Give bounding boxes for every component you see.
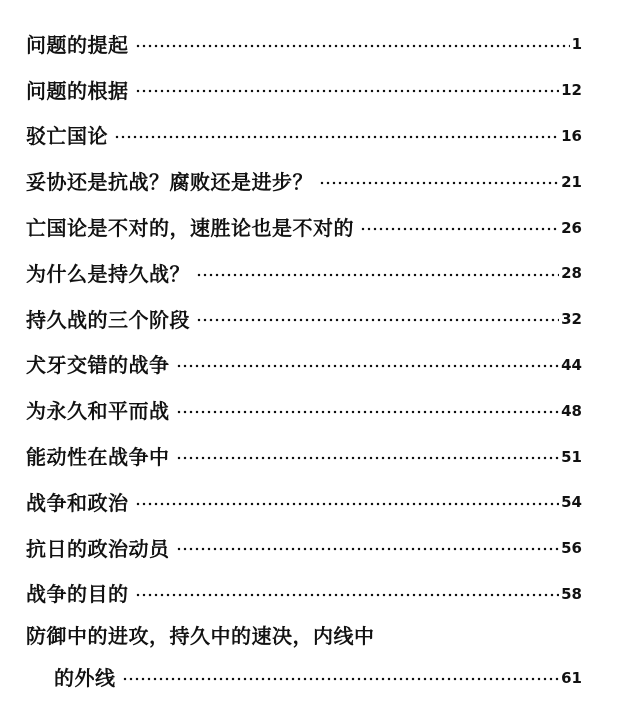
toc-entry-title: 问题的提起 xyxy=(26,32,129,57)
toc-entry[interactable] xyxy=(26,388,582,434)
toc-entry[interactable] xyxy=(26,617,582,655)
toc-entry-page: 28 xyxy=(561,264,582,283)
toc-entry-title-continuation: 的外线 xyxy=(54,666,116,691)
toc-entry[interactable] xyxy=(26,205,582,251)
toc-entry-page: 12 xyxy=(561,81,582,100)
dot-leader xyxy=(176,447,560,467)
toc-entry[interactable] xyxy=(26,434,582,480)
toc-entry-page: 21 xyxy=(561,172,582,191)
toc-entry-title: 战争和政治 xyxy=(26,490,129,515)
dot-leader xyxy=(122,668,560,688)
toc-entry-title: 妥协还是抗战？腐败还是进步？ xyxy=(26,170,313,195)
toc-entry[interactable] xyxy=(26,480,582,526)
dot-leader xyxy=(135,35,570,55)
toc-entry-title: 战争的目的 xyxy=(26,582,129,607)
dot-leader xyxy=(114,126,559,146)
toc-entry-title: 为什么是持久战？ xyxy=(26,261,190,286)
dot-leader xyxy=(176,355,560,375)
dot-leader xyxy=(135,81,560,101)
toc-entry[interactable] xyxy=(26,297,582,343)
toc-entry-page: 58 xyxy=(561,584,582,603)
toc-entry-page: 1 xyxy=(571,35,582,54)
dot-leader xyxy=(319,172,559,192)
toc-entry-title: 持久战的三个阶段 xyxy=(26,307,190,332)
toc-entry-title: 抗日的政治动员 xyxy=(26,536,170,561)
toc-entry[interactable] xyxy=(26,572,582,618)
toc-entry[interactable] xyxy=(26,251,582,297)
toc-entry-page: 54 xyxy=(561,493,582,512)
toc-entry-page: 44 xyxy=(561,355,582,374)
toc-entry[interactable] xyxy=(26,114,582,160)
toc-entry-page: 16 xyxy=(561,126,582,145)
dot-leader xyxy=(360,218,559,238)
toc-entry[interactable] xyxy=(26,343,582,389)
toc-entry-title: 为永久和平而战 xyxy=(26,399,170,424)
table-of-contents xyxy=(26,22,582,701)
toc-entry-page: 61 xyxy=(561,668,582,687)
toc-entry-title: 问题的根据 xyxy=(26,78,129,103)
toc-entry[interactable] xyxy=(26,68,582,114)
toc-entry[interactable] xyxy=(26,159,582,205)
toc-entry-title: 犬牙交错的战争 xyxy=(26,353,170,378)
toc-entry-continuation[interactable] xyxy=(26,655,582,701)
dot-leader xyxy=(176,401,560,421)
dot-leader xyxy=(196,310,559,330)
dot-leader xyxy=(176,539,560,559)
toc-entry-title: 亡国论是不对的，速胜论也是不对的 xyxy=(26,216,354,241)
dot-leader xyxy=(135,584,560,604)
toc-entry-title: 能动性在战争中 xyxy=(26,445,170,470)
toc-entry-page: 56 xyxy=(561,539,582,558)
toc-entry-page: 32 xyxy=(561,310,582,329)
toc-entry[interactable] xyxy=(26,22,582,68)
toc-entry-page: 48 xyxy=(561,401,582,420)
toc-entry-title: 防御中的进攻，持久中的速决，内线中 xyxy=(26,624,375,649)
toc-entry[interactable] xyxy=(26,526,582,572)
toc-entry-page: 51 xyxy=(561,447,582,466)
dot-leader xyxy=(196,264,559,284)
toc-entry-title: 驳亡国论 xyxy=(26,124,108,149)
toc-entry-page: 26 xyxy=(561,218,582,237)
dot-leader xyxy=(135,493,560,513)
